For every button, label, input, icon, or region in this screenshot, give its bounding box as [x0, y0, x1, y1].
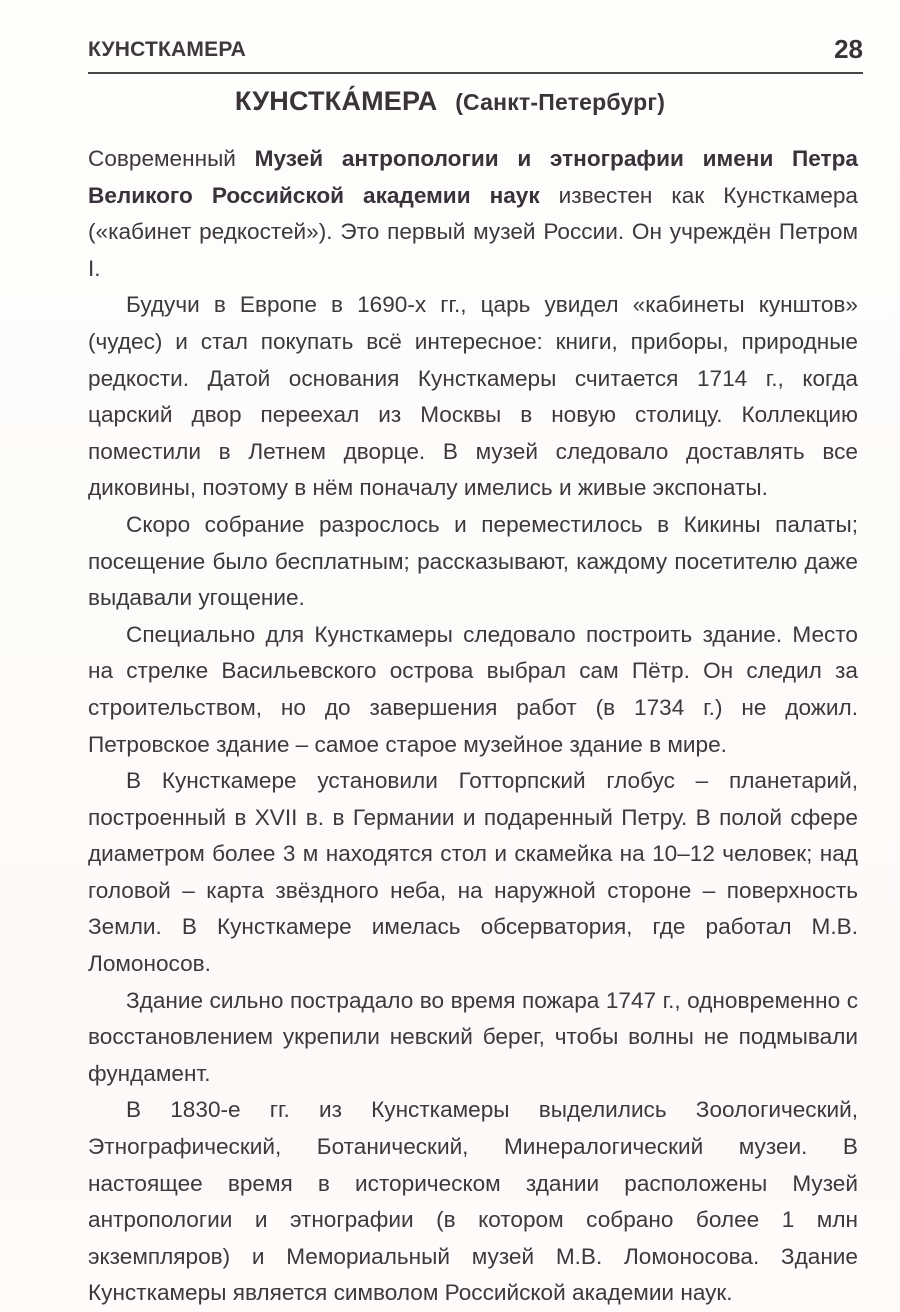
- title-main: КУНСТКА́МЕРА: [234, 86, 438, 116]
- paragraph-1-lead: Современный: [88, 146, 255, 171]
- title-location: (Санкт-Петербург): [455, 89, 666, 115]
- article-body: [88, 141, 858, 1312]
- page-number: 28: [834, 34, 863, 64]
- paragraph-2: Будучи в Европе в 1690-х гг., царь увидел «кабинеты кунштов» (чудес) и стал покупать всё интересное: книги, приборы, природные редкости. Датой основания Кунсткамеры считается 1714 г., когда царский двор переехал из Москвы в новую столицу. Коллекцию поместили в Летнем дворце. В музей следовало доставлять все диковины, поэтому в нём поначалу имелись и живые экспонаты.: [88, 292, 858, 501]
- paragraph-4: Специально для Кунсткамеры следовало построить здание. Место на стрелке Васильевского острова выбрал сам Пётр. Он следил за строительством, но до завершения работ (в 1734 г.) не дожил. Петровское здание – самое старое музейное здание в мире.: [88, 621, 858, 757]
- paragraph-1: [88, 141, 858, 287]
- running-header: [88, 32, 863, 74]
- paragraph-7: В 1830-е гг. из Кунсткамеры выделились Зоологический, Этнографический, Ботанический, Минералогический музеи. В настоящее время в историческом здании расположены Музей антропологии и этнографии (в котором собрано более 1 млн экземпляров) и Мемориальный музей М.В. Ломоносова. Здание Кунсткамеры является символом Российской академии наук.: [88, 1097, 858, 1306]
- paragraph-6: Здание сильно пострадало во время пожара 1747 г., одновременно с восстановлением укрепили невский берег, чтобы волны не подмывали фундамент.: [88, 987, 858, 1086]
- paragraph-5: В Кунсткамере установили Готторпский глобус – планетарий, построенный в XVII в. в Германии и подаренный Петру. В полой сфере диаметром более 3 м находятся стол и скамейка на 10–12 человек; над головой – карта звёздного неба, на наружной стороне – поверхность Земли. В Кунсткамере имелась обсерватория, где работал М.В. Ломоносов.: [88, 768, 858, 977]
- paragraph-3: Скоро собрание разрослось и переместилось в Кикины палаты; посещение было бесплатным; рассказывают, каждому посетителю даже выдавали угощение.: [88, 511, 858, 611]
- museum-full-name: Музей антропологии и этнографии имени Петра Великого Российской академии наук: [88, 146, 858, 208]
- article-title: [0, 86, 900, 117]
- paragraph-1-text: известен как Кунсткамера («кабинет редкостей»). Это первый музей России. Он учреждён Петром I.: [88, 182, 858, 281]
- running-head-section: КУНСТКАМЕРА: [88, 38, 247, 61]
